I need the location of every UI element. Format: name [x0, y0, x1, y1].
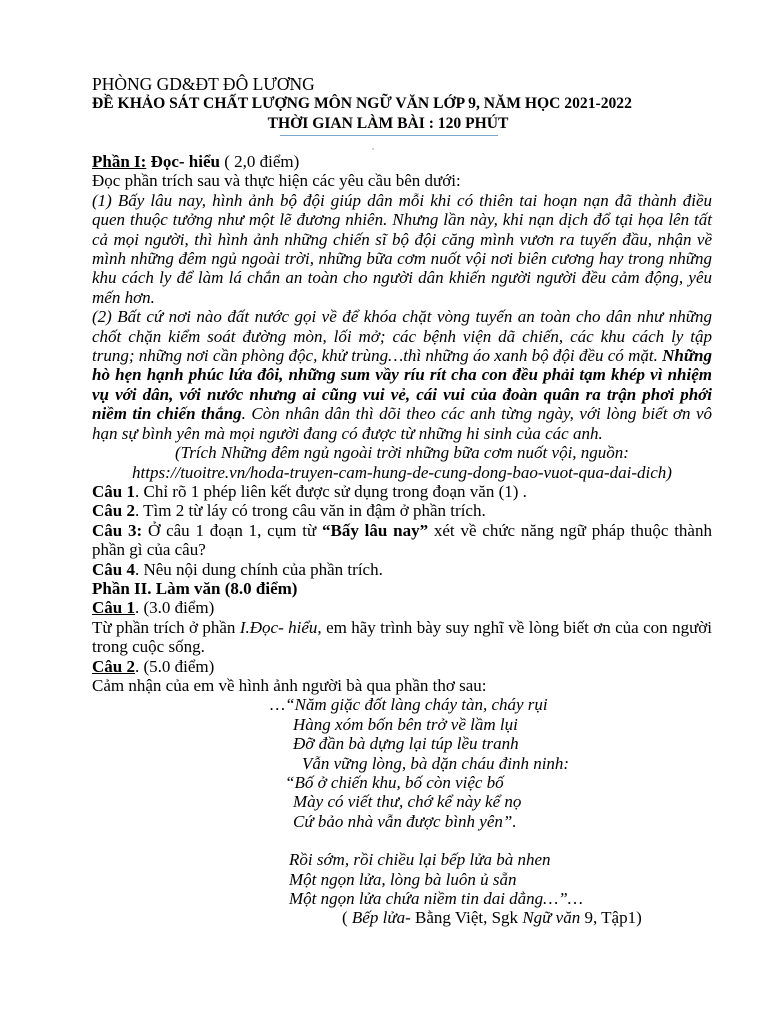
paragraph-2-start: (2) Bất cứ nơi nào đất nước gọi về để khóa chặt vòng tuyến an toàn cho dân như những chốt chặn kiểm soát đường mòn, lối mở; các bệnh viện dã chiến, các khu cách ly tập trung; những nơi cần phòng độc, khử trùng…thì những áo xanh bộ đội đều có mặt. [92, 307, 712, 366]
question-2-text: . Tìm 2 từ láy có trong câu văn in đậm ở phần trích. [134, 501, 486, 521]
source-line-1: (Trích Những đêm ngủ ngoài trời những bữa cơm nuốt vội, nguồn: [175, 443, 629, 463]
part2-question-1-label: Câu 1 [92, 598, 135, 618]
citation-end: 9, Tập1) [580, 908, 642, 928]
poem-excerpt [92, 695, 712, 908]
poem-line: Mày có viết thư, chớ kể này kể nọ [293, 792, 522, 812]
passage-paragraph-1: (1) Bấy lâu nay, hình ảnh bộ đội giúp dân mỗi khi có thiên tai hoạn nạn đã thành điều quen thuộc tưởng như một lẽ đương nhiên. Nhưng lần này, khi nạn dịch đổ tại họa lên tất cả mọi người, thì hình ảnh những chiến sĩ bộ đội căng mình vươn ra tuyến đầu, nhận về mình những đêm ngủ ngoài trời, những bữa cơm nuốt vội nơi biên cương hay trong những khu cách ly để làm lá chắn an toàn cho người dân khiến người người đều cảm động, yêu mến hơn. [92, 190, 712, 307]
poem-line: Cứ bảo nhà vẫn được bình yên”. [293, 811, 517, 831]
question-3 [92, 521, 712, 560]
part1-heading [92, 152, 712, 171]
time-limit: THỜI GIAN LÀM BÀI : 120 PHÚT [267, 114, 509, 132]
poem-line: Rồi sớm, rồi chiều lại bếp lửa bà nhen [289, 850, 551, 870]
poem-line: Một ngọn lửa, lòng bà luôn ủ sẵn [289, 869, 517, 889]
poem-line: Hàng xóm bốn bên trở về lầm lụi [293, 714, 518, 734]
question-1 [92, 482, 712, 501]
header-underline [280, 135, 498, 136]
scan-dot [372, 148, 374, 150]
q1-text-pre: Từ phần trích ở phần [92, 617, 240, 637]
citation-book: Ngữ văn [522, 908, 581, 928]
part1-label: Phần I: [92, 152, 147, 171]
part2-heading: Phần II. Làm văn (8.0 điểm) [92, 578, 298, 598]
part2-question-1-text [92, 618, 712, 657]
q1-text-ref: I.Đọc- hiểu [239, 617, 318, 637]
part2-question-1-heading [92, 598, 712, 617]
question-2 [92, 501, 712, 520]
citation-mid: - Bằng Việt, Sgk [405, 908, 523, 928]
citation-work: Bếp lửa [351, 908, 406, 928]
passage-paragraph-2 [92, 307, 712, 443]
part2-question-1-points: . (3.0 điểm) [134, 598, 215, 618]
document-header [0, 75, 768, 133]
question-3-label: Câu 3: [92, 520, 143, 540]
poem-line: …“Năm giặc đốt làng cháy tàn, cháy rụi [270, 695, 548, 715]
exam-title: ĐỀ KHẢO SÁT CHẤT LƯỢNG MÔN NGỮ VĂN LỚP 9, NĂM HỌC 2021-2022 [92, 95, 632, 113]
paragraph-2-bold-sentence: Những hò hẹn hạnh phúc lứa đôi, những sum vầy ríu rít cha con đều phải tạm khép vì nhiệm vụ với dân, với nước nhưng ai cũng vui vẻ, cái vui của đoàn quân ra trận phơi phới niềm tin chiến thắng [92, 346, 712, 424]
department-name: PHÒNG GD&ĐT ĐÔ LƯƠNG [92, 74, 315, 94]
poem-line: Đỡ đần bà dựng lại túp lều tranh [293, 734, 519, 754]
poem-citation [92, 908, 712, 927]
q1-text-post: , em hãy trình bày suy nghĩ về lòng biết ơn của con người trong cuộc sống. [92, 617, 712, 657]
question-1-text: . Chỉ rõ 1 phép liên kết được sử dụng trong đoạn văn (1) . [134, 481, 527, 501]
question-4-label: Câu 4 [92, 559, 135, 579]
question-3-text-pre: Ở câu 1 đoạn 1, cụm từ [142, 520, 322, 540]
part2-question-2-label: Câu 2 [92, 656, 135, 676]
source-line-2: https://tuoitre.vn/hoda-truyen-cam-hung-de-cung-dong-bao-vuot-qua-dai-dich) [132, 462, 672, 482]
part1-instruction: Đọc phần trích sau và thực hiện các yêu cầu bên dưới: [92, 171, 461, 191]
poem-line: Vẫn vững lòng, bà dặn cháu đinh ninh: [302, 753, 570, 773]
question-3-phrase: “Bấy lâu nay” [322, 520, 429, 540]
part2-question-2-points: . (5.0 điểm) [134, 656, 215, 676]
question-4-text: . Nêu nội dung chính của phần trích. [134, 559, 383, 579]
part2-question-2-heading [92, 657, 712, 676]
poem-line: “Bố ở chiến khu, bố còn việc bố [285, 773, 504, 792]
part1-title: Đọc- hiểu [146, 152, 220, 171]
part2-question-2-prompt: Cảm nhận của em về hình ảnh người bà qua phần thơ sau: [92, 675, 487, 695]
question-2-label: Câu 2 [92, 501, 135, 521]
part1-points: ( 2,0 điểm) [220, 152, 300, 171]
question-1-label: Câu 1 [92, 481, 135, 501]
document-body [92, 152, 712, 928]
stanza-gap [92, 831, 712, 850]
citation-open: ( [342, 908, 352, 928]
poem-line: Một ngọn lửa chứa niềm tin dai dẳng…”… [289, 889, 583, 909]
paragraph-2-end: . Còn nhân dân thì dõi theo các anh từng ngày, với lòng biết ơn vô hạn sự bình yên mà mọi người đang có được từ những hi sinh của các anh. [92, 404, 713, 443]
question-3-text-post: xét về chức năng ngữ pháp thuộc thành phần gì của câu? [92, 520, 712, 560]
question-4 [92, 560, 712, 579]
